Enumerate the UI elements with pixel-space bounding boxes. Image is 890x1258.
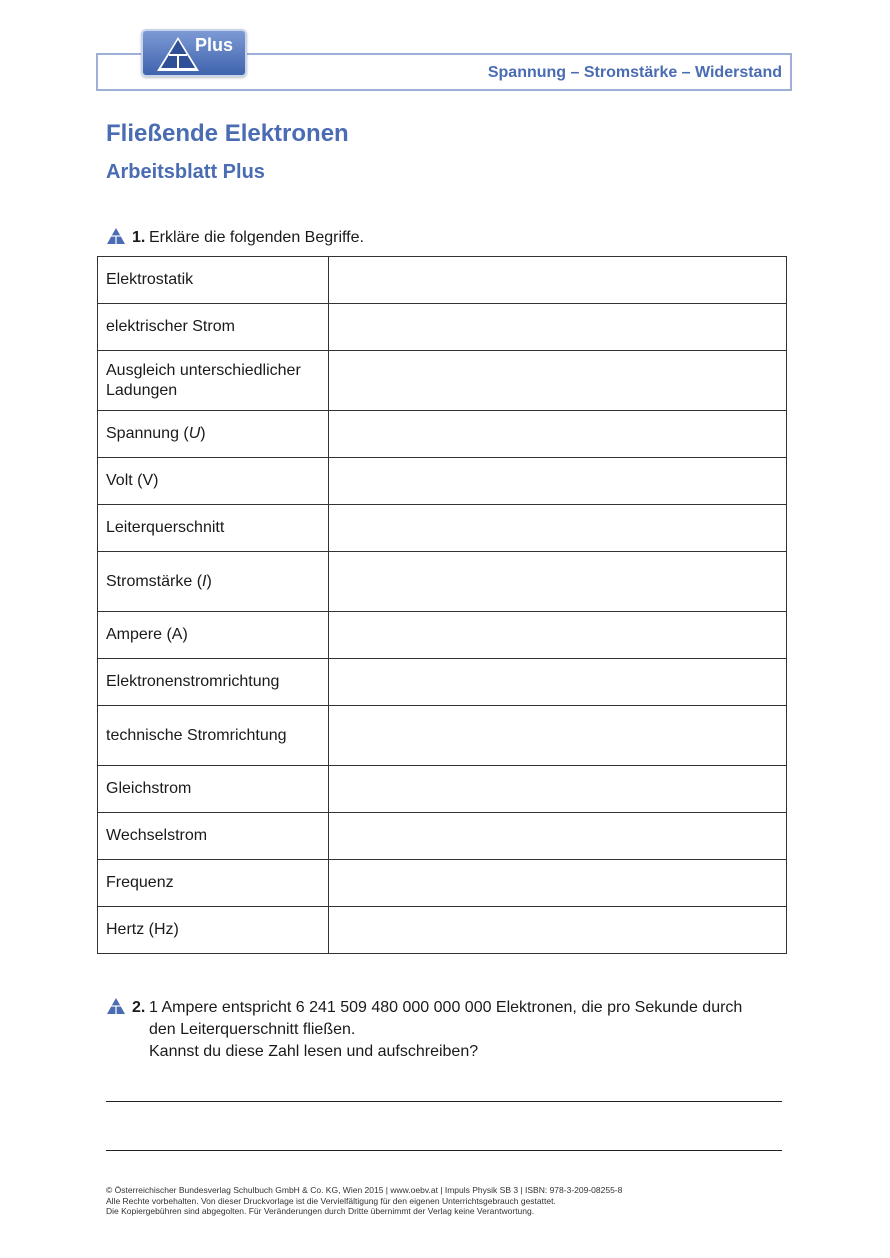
term-label: technische Stromrichtung bbox=[98, 706, 329, 766]
answer-cell[interactable] bbox=[329, 411, 787, 458]
terms-table bbox=[97, 256, 787, 954]
page-title: Fließende Elektronen bbox=[106, 120, 349, 147]
answer-cell[interactable] bbox=[329, 257, 787, 304]
term-label: Volt (V) bbox=[98, 458, 329, 505]
footer bbox=[106, 1185, 622, 1217]
term-label: Frequenz bbox=[98, 860, 329, 907]
term-label: Spannung (U) bbox=[98, 411, 329, 458]
term-label: Ausgleich unterschiedlicher Ladungen bbox=[98, 351, 329, 411]
answer-cell[interactable] bbox=[329, 860, 787, 907]
term-label: Hertz (Hz) bbox=[98, 907, 329, 954]
task-2-line-1: 1 Ampere entspricht 6 241 509 480 000 000 000 Elektronen, die pro Sekunde durch bbox=[149, 999, 743, 1016]
plus-logo bbox=[141, 29, 247, 77]
term-label: elektrischer Strom bbox=[98, 304, 329, 351]
answer-cell[interactable] bbox=[329, 351, 787, 411]
answer-cell[interactable] bbox=[329, 552, 787, 612]
answer-cell[interactable] bbox=[329, 766, 787, 813]
task-2-line-3: Kannst du diese Zahl lesen und aufschreiben? bbox=[149, 1043, 479, 1060]
term-label: Elektronenstromrichtung bbox=[98, 659, 329, 706]
table-row bbox=[98, 860, 787, 907]
task-1-text: Erkläre die folgenden Begriffe. bbox=[149, 229, 364, 246]
table-row bbox=[98, 411, 787, 458]
term-label: Elektrostatik bbox=[98, 257, 329, 304]
term-label: Gleichstrom bbox=[98, 766, 329, 813]
logo-text: Plus bbox=[195, 35, 234, 55]
table-row bbox=[98, 257, 787, 304]
page-subtitle: Arbeitsblatt Plus bbox=[106, 161, 265, 183]
answer-cell[interactable] bbox=[329, 813, 787, 860]
term-label: Ampere (A) bbox=[98, 612, 329, 659]
answer-cell[interactable] bbox=[329, 458, 787, 505]
task-2-line-2: den Leiterquerschnitt fließen. bbox=[149, 1021, 356, 1038]
table-row bbox=[98, 304, 787, 351]
footer-line-2: Alle Rechte vorbehalten. Von dieser Druckvorlage ist die Vervielfältigung für den eigenen Unterrichtsgebrauch gestattet. bbox=[106, 1195, 556, 1206]
answer-cell[interactable] bbox=[329, 907, 787, 954]
footer-line-1: © Österreichischer Bundesverlag Schulbuch GmbH & Co. KG, Wien 2015 | www.oebv.at | Impuls Physik SB 3 | ISBN: 978-3-209-08255-8 bbox=[106, 1185, 623, 1195]
task-1-number: 1. bbox=[132, 229, 146, 246]
footer-line-3: Die Kopiergebühren sind abgegolten. Für Veränderungen durch Dritte übernimmt der Verlag keine Verantwortung. bbox=[106, 1206, 535, 1216]
answer-cell[interactable] bbox=[329, 706, 787, 766]
answer-cell[interactable] bbox=[329, 304, 787, 351]
table-row bbox=[98, 813, 787, 860]
term-label: Leiterquerschnitt bbox=[98, 505, 329, 552]
table-row bbox=[98, 552, 787, 612]
table-row bbox=[98, 351, 787, 411]
answer-cell[interactable] bbox=[329, 659, 787, 706]
term-label: Stromstärke (I) bbox=[98, 552, 329, 612]
table-row bbox=[98, 907, 787, 954]
triangle-marker-icon bbox=[106, 997, 126, 1015]
table-row bbox=[98, 766, 787, 813]
answer-line[interactable] bbox=[106, 1150, 782, 1151]
answer-cell[interactable] bbox=[329, 612, 787, 659]
term-label: Wechselstrom bbox=[98, 813, 329, 860]
header-title: Spannung – Stromstärke – Widerstand bbox=[487, 64, 782, 81]
table-row bbox=[98, 706, 787, 766]
table-row bbox=[98, 458, 787, 505]
table-row bbox=[98, 659, 787, 706]
table-row bbox=[98, 612, 787, 659]
table-row bbox=[98, 505, 787, 552]
task-2-number: 2. bbox=[132, 999, 146, 1016]
answer-cell[interactable] bbox=[329, 505, 787, 552]
triangle-marker-icon bbox=[106, 227, 126, 245]
answer-line[interactable] bbox=[106, 1101, 782, 1102]
